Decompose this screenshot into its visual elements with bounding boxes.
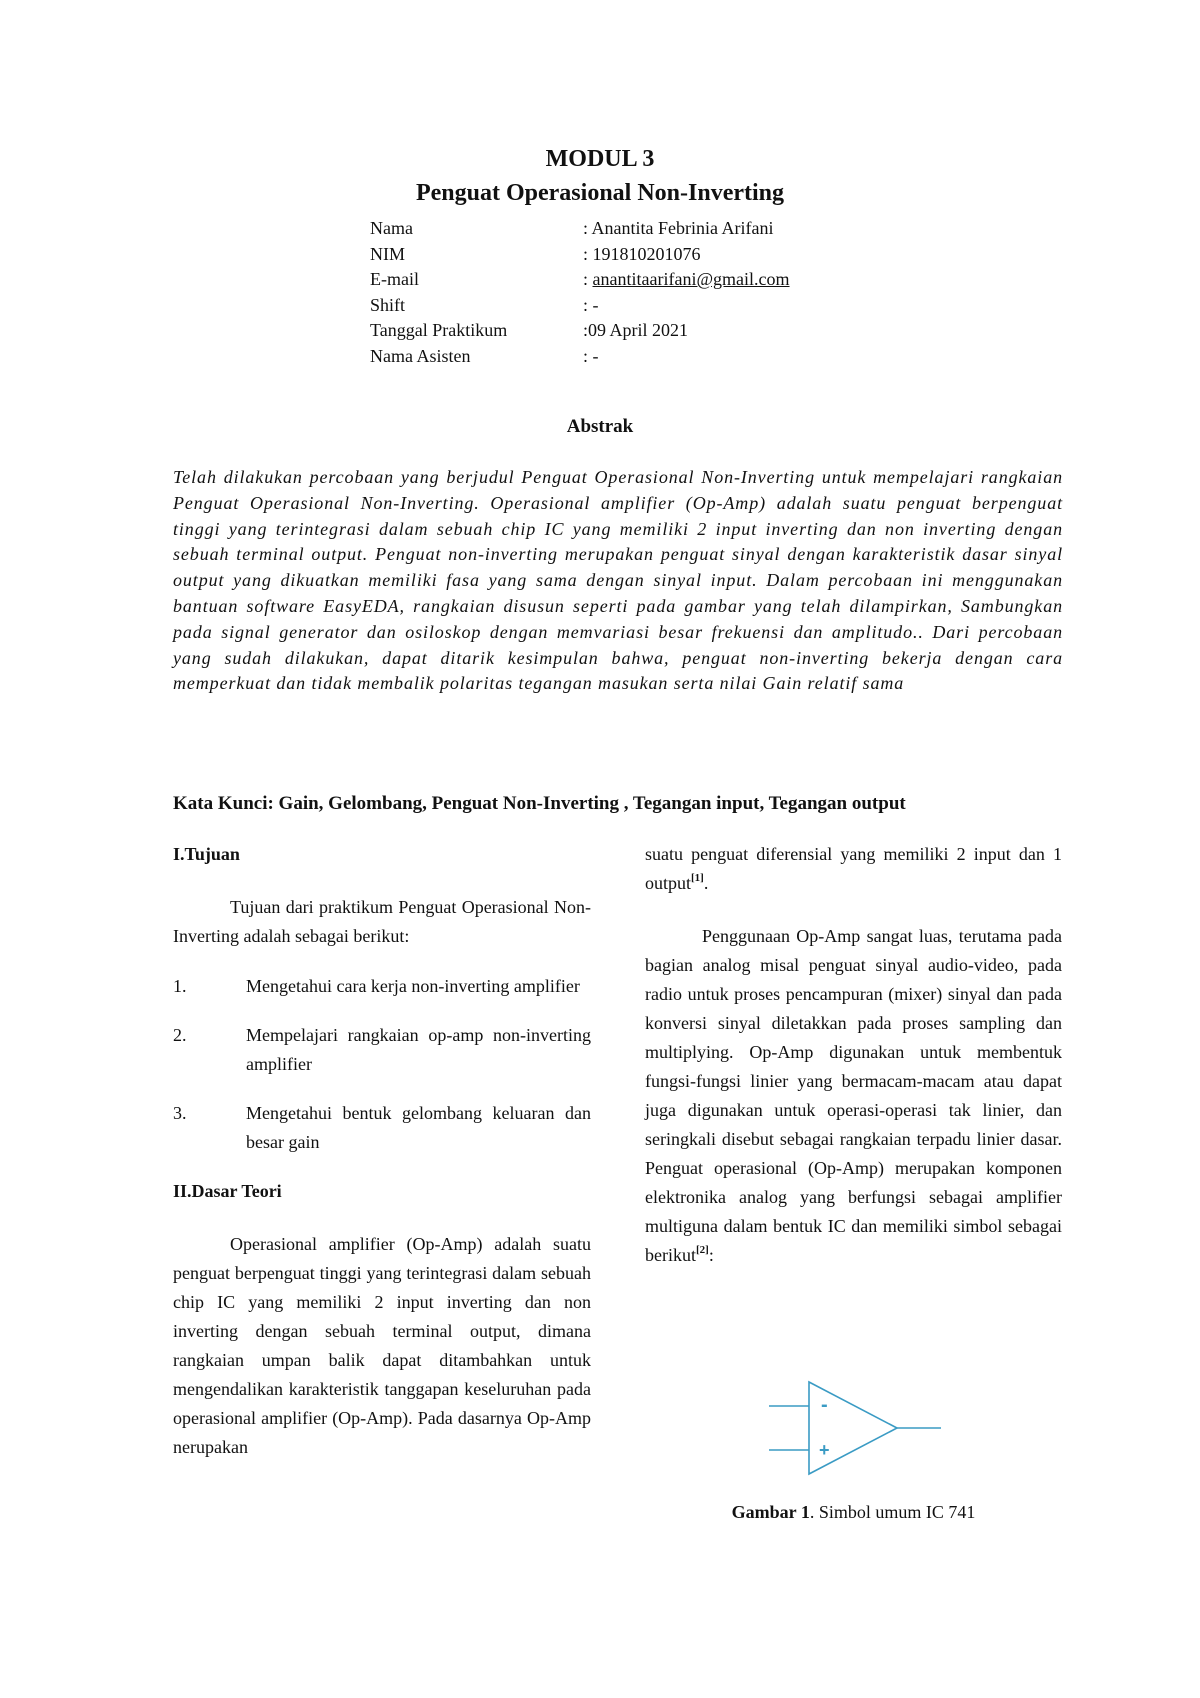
opamp-symbol bbox=[765, 1378, 945, 1478]
plus-sign: + bbox=[819, 1440, 830, 1460]
info-row-asisten bbox=[370, 346, 790, 372]
abstract-text: Telah dilakukan percobaan yang berjudul Penguat Operasional Non-Inverting untuk mempelajari rangkaian Penguat Operasional Non-Inverting. Operasional amplifier (Op-Amp) adalah suatu penguat berpenguat tinggi yang terintegrasi dalam sebuah chip IC yang memiliki 2 input inverting dan non inverting dengan sebuah terminal output. Penguat non-inverting merupakan penguat sinyal dengan karakteristik dasar sinyal output yang dikuatkan memiliki fasa yang sama dengan sinyal input. Dalam percobaan ini menggunakan bantuan software EasyEDA, rangkaian disusun seperti pada gambar yang telah dilampirkan, Sambungkan pada signal generator dan osiloskop dengan memvariasi besar frekuensi dan amplitudo.. Dari percobaan yang sudah dilakukan, dapat ditarik kesimpulan bahwa, penguat non-inverting bekerja dengan cara memperkuat dan tidak membalik polaritas tegangan masukan serta nilai Gain relatif sama bbox=[173, 467, 1063, 694]
info-label: E-mail bbox=[370, 269, 419, 289]
reference-2: [2] bbox=[696, 1244, 709, 1256]
section-heading-dasar-teori: II.Dasar Teori bbox=[173, 1181, 282, 1201]
right-column bbox=[645, 840, 1062, 1270]
info-value: : 191810201076 bbox=[583, 243, 701, 264]
info-value: : Anantita Febrinia Arifani bbox=[583, 218, 774, 238]
info-row-tanggal bbox=[370, 320, 790, 346]
figure-caption: Gambar 1. Simbol umum IC 741 bbox=[731, 1502, 976, 1522]
info-label: NIM bbox=[370, 243, 405, 264]
info-value: : - bbox=[583, 294, 599, 315]
info-label: Nama Asisten bbox=[370, 345, 471, 366]
penggunaan-paragraph: Penggunaan Op-Amp sangat luas, terutama pada bagian analog misal penguat sinyal audio-video, pada radio untuk proses pencampuran (mixer) sinyal dan pada konversi sinyal diletakkan pada proses sampling dan multiplying. Op-Amp digunakan untuk membentuk fungsi-fungsi linier yang bermacam-macam atau dapat juga digunakan untuk operasi-operasi tak linier, dan seringkali disebut sebagai rangkaian terpadu linier dasar. Penguat operasional (Op-Amp) merupakan komponen elektronika analog yang berfungsi sebagai amplifier multiguna dalam bentuk IC dan memiliki simbol sebagai berikut[2]: bbox=[645, 926, 1062, 1265]
keywords: Kata Kunci: Gain, Gelombang, Penguat Non-Inverting , Tegangan input, Tegangan output bbox=[173, 793, 906, 814]
identity-block bbox=[370, 218, 790, 371]
list-text: Mengetahui cara kerja non-inverting amplifier bbox=[246, 976, 580, 996]
dasar-teori-paragraph: Operasional amplifier (Op-Amp) adalah suatu penguat berpenguat tinggi yang terintegrasi dalam sebuah chip IC yang memiliki 2 input inverting dan non inverting dengan sebuah terminal output, dimana rangkaian umpan balik dapat ditambahkan untuk mengendalikan karakteristik tanggapan keseluruhan pada operasional amplifier (Op-Amp). Pada dasarnya Op-Amp nerupakan bbox=[173, 1234, 591, 1457]
info-row-shift bbox=[370, 295, 790, 321]
dasar-teori-continued: suatu penguat diferensial yang memiliki 2 input dan 1 output[1]. bbox=[645, 844, 1062, 893]
info-value: : - bbox=[583, 345, 599, 366]
list-item bbox=[173, 1099, 591, 1157]
info-label: Shift bbox=[370, 294, 406, 315]
list-item bbox=[173, 972, 591, 1001]
abstract-heading: Abstrak bbox=[566, 416, 634, 437]
left-column bbox=[173, 840, 591, 1462]
tujuan-intro: Tujuan dari praktikum Penguat Operasional Non-Inverting adalah sebagai berikut: bbox=[173, 897, 591, 946]
section-heading-tujuan: I.Tujuan bbox=[173, 844, 240, 864]
info-row-nama bbox=[370, 218, 790, 244]
list-number: 3. bbox=[173, 1103, 187, 1123]
module-title: MODUL 3 bbox=[545, 146, 655, 172]
info-value: :09 April 2021 bbox=[583, 320, 689, 340]
info-label: Nama bbox=[370, 218, 413, 238]
list-number: 1. bbox=[173, 976, 187, 996]
module-subtitle: Penguat Operasional Non-Inverting bbox=[415, 180, 784, 206]
list-text: Mengetahui bentuk gelombang keluaran dan besar gain bbox=[246, 1103, 591, 1152]
reference-1: [1] bbox=[691, 872, 704, 884]
info-value: : anantitaarifani@gmail.com bbox=[583, 269, 790, 289]
minus-sign: - bbox=[821, 1394, 828, 1416]
list-number: 2. bbox=[173, 1025, 187, 1045]
info-row-email bbox=[370, 269, 790, 295]
list-item bbox=[173, 1021, 591, 1079]
info-label: Tanggal Praktikum bbox=[370, 320, 508, 340]
info-row-nim bbox=[370, 244, 790, 270]
email-link[interactable]: anantitaarifani@gmail.com bbox=[592, 269, 790, 289]
list-text: Mempelajari rangkaian op-amp non-inverting amplifier bbox=[246, 1025, 591, 1074]
